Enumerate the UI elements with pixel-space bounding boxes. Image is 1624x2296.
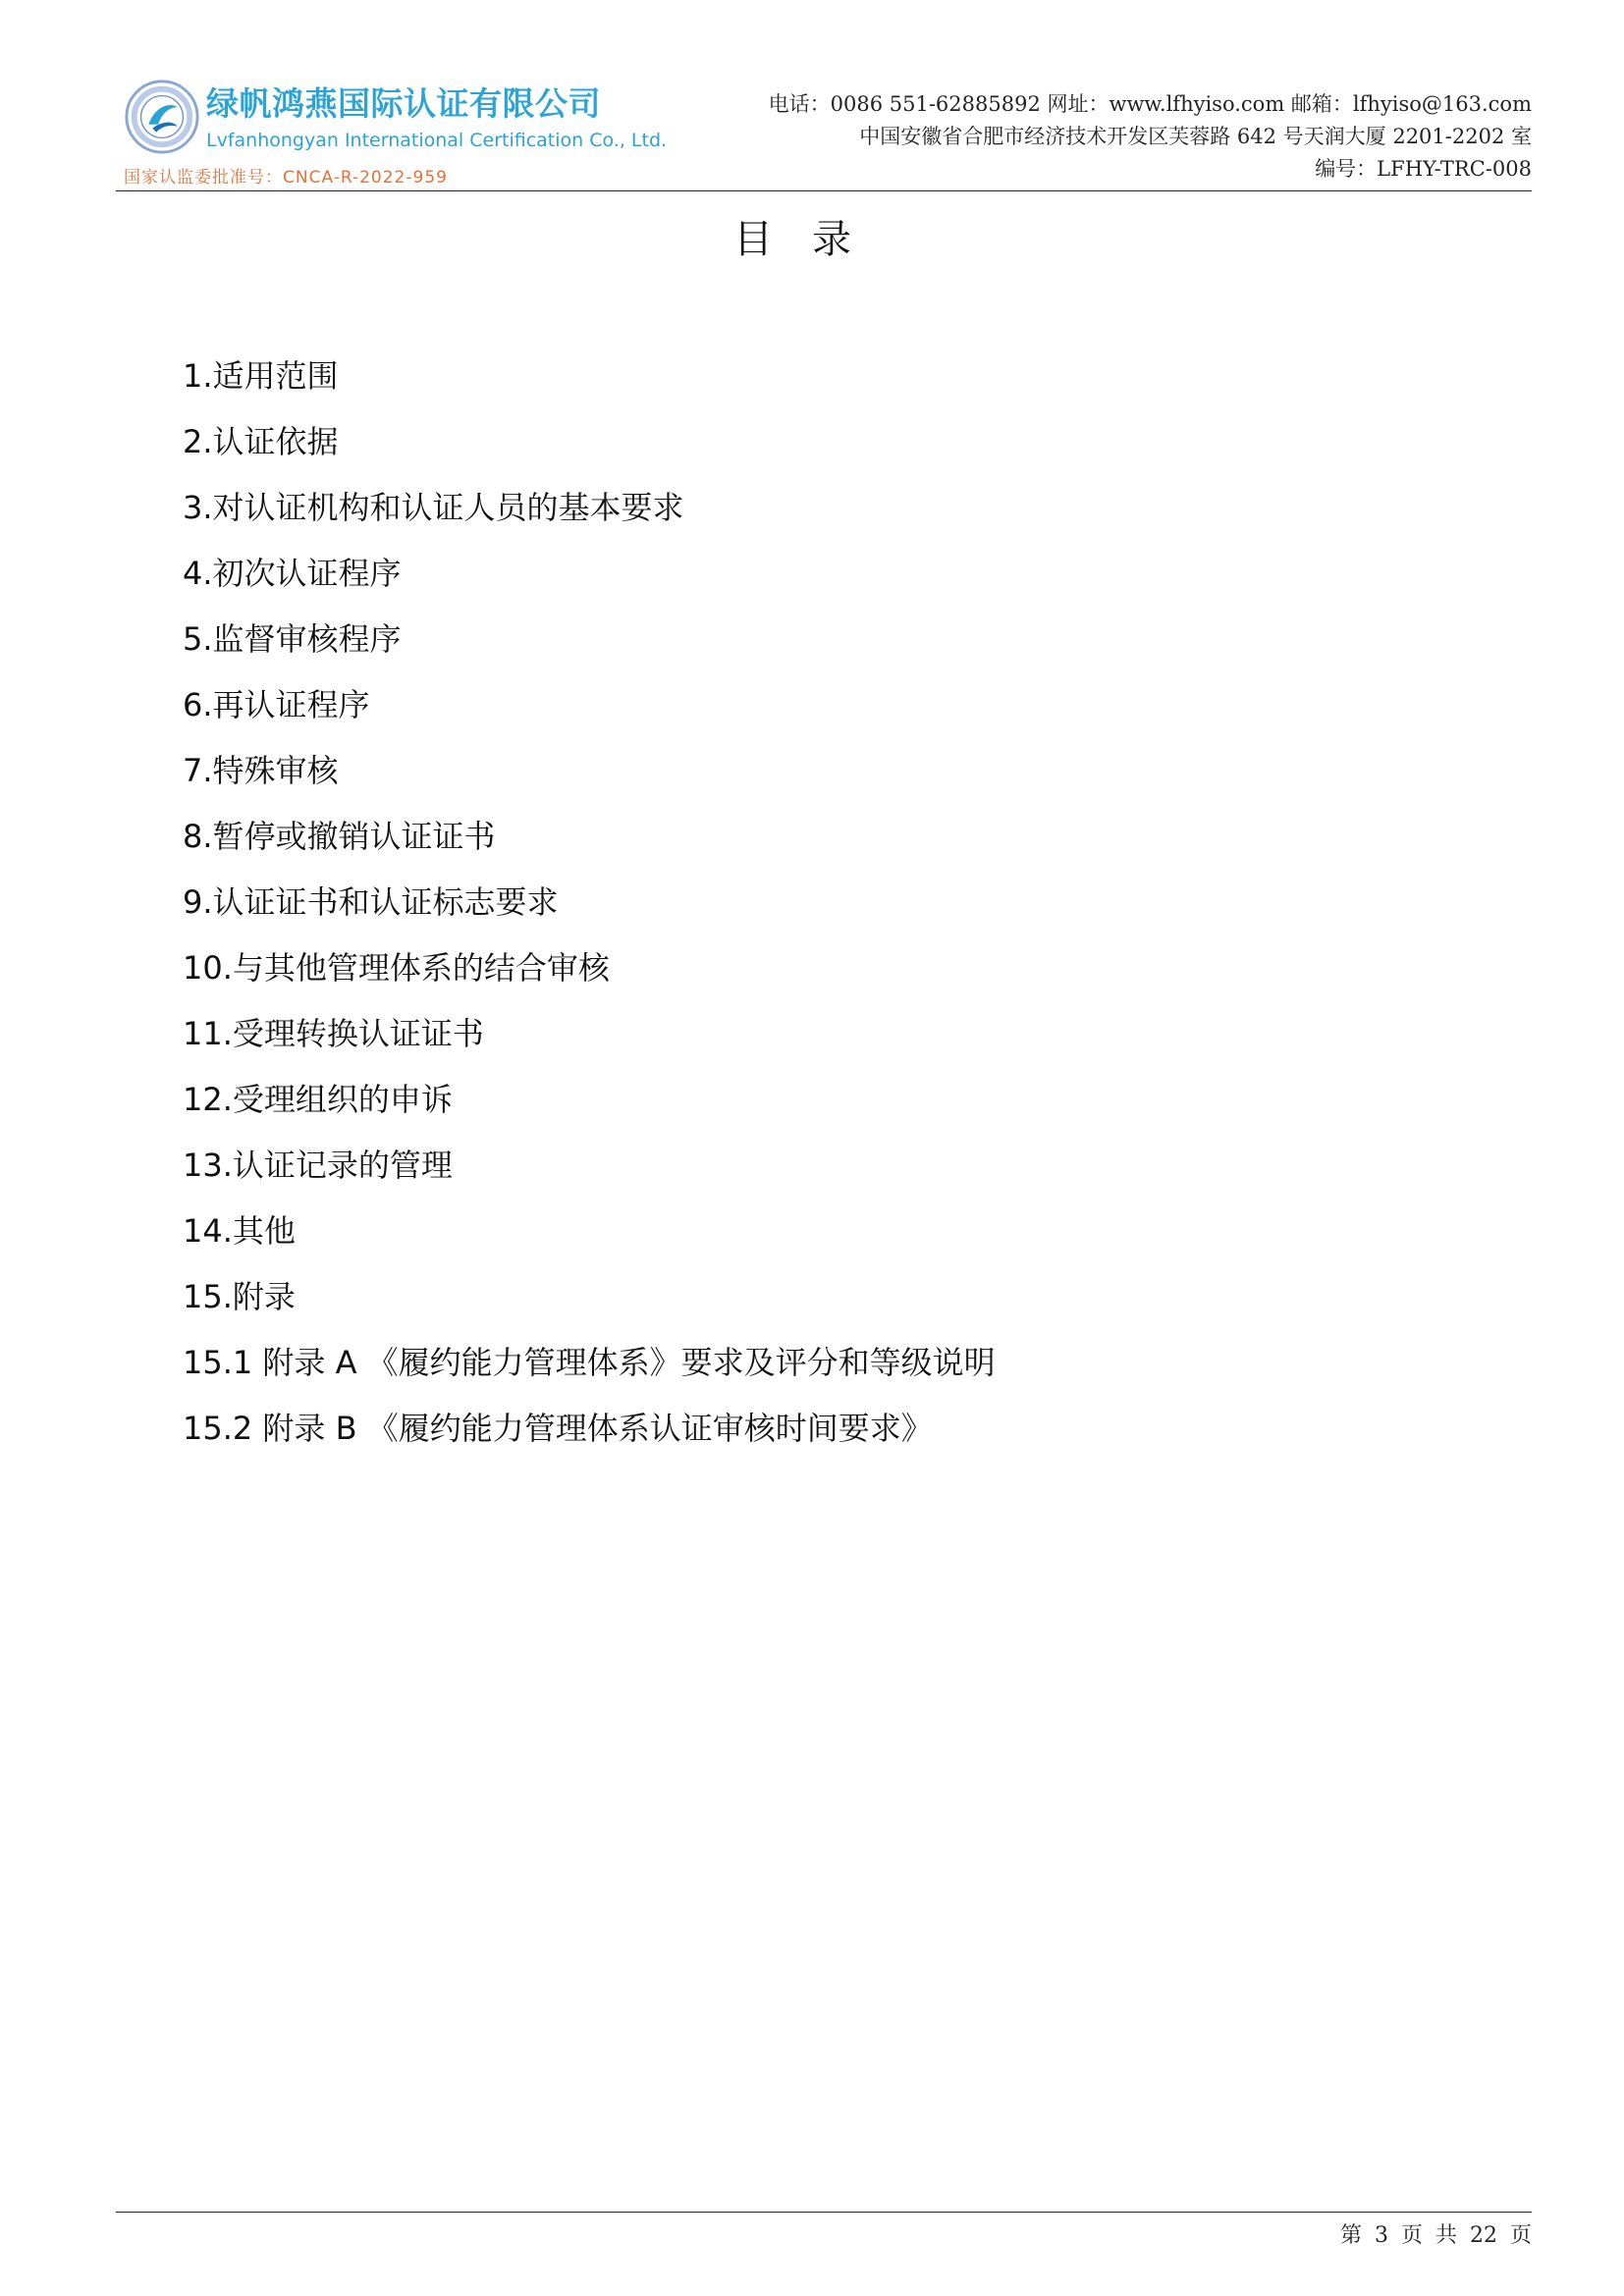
toc-item[interactable]: 15.附录 [183,1278,296,1315]
toc-item[interactable]: 12.受理组织的申诉 [183,1081,453,1118]
certification-globe-icon [124,79,200,155]
toc-item[interactable]: 14.其他 [183,1212,296,1250]
document-number: 编号：LFHY-TRC-008 [1315,157,1532,181]
contact-info [769,88,1532,186]
toc-item[interactable]: 10.与其他管理体系的结合审核 [183,949,610,987]
toc-item[interactable]: 15.2 附录 B 《履约能力管理体系认证审核时间要求》 [183,1410,933,1447]
toc-item[interactable]: 4.初次认证程序 [183,555,402,592]
toc-item[interactable]: 13.认证记录的管理 [183,1147,453,1184]
approval-number: 国家认监委批准号：CNCA-R-2022-959 [124,168,448,187]
toc-item[interactable]: 9.认证证书和认证标志要求 [183,883,559,921]
toc-item[interactable]: 7.特殊审核 [183,752,339,789]
toc-item[interactable]: 8.暂停或撤销认证证书 [183,818,496,855]
toc-item[interactable]: 6.再认证程序 [183,686,370,723]
toc-item[interactable]: 5.监督审核程序 [183,620,402,658]
toc-item[interactable]: 1.适用范围 [183,357,339,395]
table-of-contents [183,351,996,1469]
contact-line-address: 中国安徽省合肥市经济技术开发区芙蓉路 642 号天润大厦 2201-2202 室 [859,125,1532,148]
contact-line-phone-web-email: 电话：0086 551-62885892 网址：www.lfhyiso.com 邮箱：lfhyiso@163.com [768,92,1532,116]
page-number: 第 3 页 共 22 页 [1340,2223,1532,2248]
company-name-cn: 绿帆鸿燕国际认证有限公司 [206,84,601,123]
footer-divider [116,2212,1532,2213]
toc-item[interactable]: 15.1 附录 A 《履约能力管理体系》要求及评分和等级说明 [183,1344,996,1381]
header-divider [116,190,1532,191]
toc-item[interactable]: 3.对认证机构和认证人员的基本要求 [183,489,684,526]
toc-item[interactable]: 11.受理转换认证证书 [183,1015,484,1052]
page-header [116,73,1532,188]
page-title: 目录 [733,217,891,262]
toc-item[interactable]: 2.认证依据 [183,423,339,460]
company-name-en: Lvfanhongyan International Certification Co., Ltd. [206,130,668,151]
